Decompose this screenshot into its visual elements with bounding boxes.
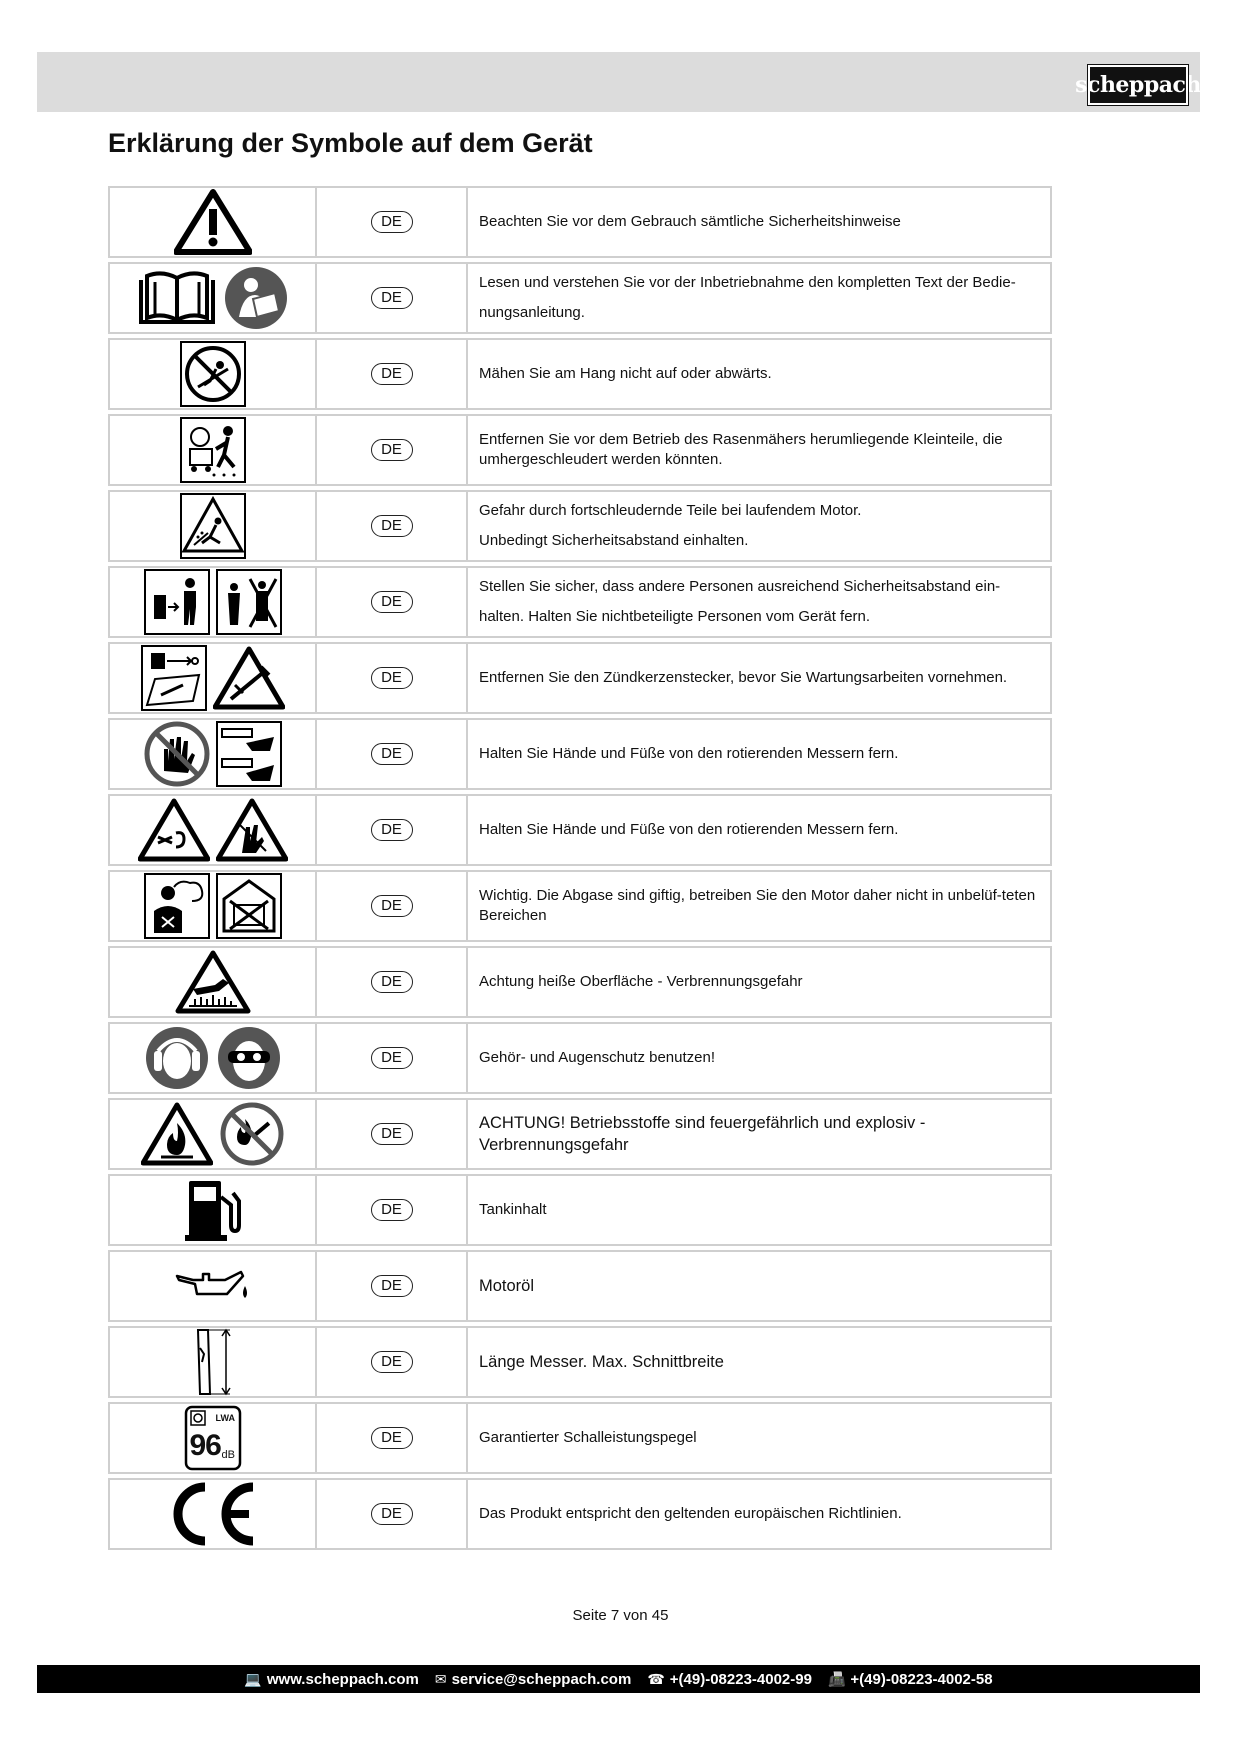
open-book-icon xyxy=(137,268,217,328)
language-cell xyxy=(317,1328,468,1396)
language-cell xyxy=(317,1404,468,1472)
language-cell xyxy=(317,872,468,940)
hot-surface-icon xyxy=(175,949,251,1015)
language-cell xyxy=(317,948,468,1016)
website-text: www.scheppach.com xyxy=(266,1670,419,1688)
language-badge: DE xyxy=(371,211,413,233)
symbol-description: Garantierter Schalleistungspegel xyxy=(479,1429,697,1446)
ear-protection-icon xyxy=(144,1025,210,1091)
foot-blade-warning-icon xyxy=(138,797,210,863)
language-cell xyxy=(317,1024,468,1092)
symbol-icon-cell xyxy=(110,340,317,408)
language-badge: DE xyxy=(371,1123,413,1145)
symbol-row xyxy=(108,1478,1052,1550)
symbol-row xyxy=(108,1022,1052,1094)
email-text: service@scheppach.com xyxy=(451,1670,632,1688)
sound-unit: dB xyxy=(221,1449,235,1461)
symbol-row xyxy=(108,1250,1052,1322)
symbol-row xyxy=(108,338,1052,410)
no-enclosed-space-icon xyxy=(216,873,282,939)
symbol-table xyxy=(108,186,1052,1554)
symbol-description: Motoröl xyxy=(479,1277,535,1295)
symbol-row xyxy=(108,718,1052,790)
footer-fax xyxy=(828,1671,993,1688)
symbol-icon-cell xyxy=(110,1176,317,1244)
symbol-description: Mähen Sie am Hang nicht auf oder abwärts. xyxy=(479,365,772,382)
scheppach-logo: scheppach xyxy=(1088,65,1188,105)
footer-phone xyxy=(647,1671,812,1688)
no-hands-icon xyxy=(144,721,210,787)
symbol-description: Halten Sie Hände und Füße von den rotierenden Messern fern. xyxy=(479,745,899,762)
symbol-description: Länge Messer. Max. Schnittbreite xyxy=(479,1353,724,1371)
language-cell xyxy=(317,264,468,332)
remove-debris-icon xyxy=(180,417,246,483)
footer-website[interactable] xyxy=(244,1671,418,1688)
sound-value: 96 xyxy=(189,1429,221,1462)
toxic-fumes-icon xyxy=(144,873,210,939)
symbol-row xyxy=(108,1174,1052,1246)
symbol-row xyxy=(108,566,1052,638)
symbol-row xyxy=(108,946,1052,1018)
symbol-row xyxy=(108,642,1052,714)
symbol-icon-cell xyxy=(110,188,317,256)
language-badge: DE xyxy=(371,1199,413,1221)
symbol-description: Entfernen Sie den Zündkerzenstecker, bevor Sie Wartungsarbeiten vornehmen. xyxy=(479,669,1008,686)
symbol-icon-cell xyxy=(110,1100,317,1168)
safety-distance-icon xyxy=(144,569,210,635)
page-title: Erklärung der Symbole auf dem Gerät xyxy=(108,128,593,158)
symbol-row xyxy=(108,1326,1052,1398)
symbol-description: Beachten Sie vor dem Gebrauch sämtliche Sicherheitshinweise xyxy=(479,213,901,230)
symbol-description: Tankinhalt xyxy=(479,1201,547,1218)
symbol-icon-cell xyxy=(110,1328,317,1396)
symbol-description: ACHTUNG! Betriebsstoffe sind feuergefährlich und explosiv -Verbrennungsgefahr xyxy=(479,1114,926,1154)
symbol-row xyxy=(108,1402,1052,1474)
symbol-icon-cell xyxy=(110,644,317,712)
language-cell xyxy=(317,720,468,788)
language-cell xyxy=(317,1100,468,1168)
language-badge: DE xyxy=(371,1351,413,1373)
computer-icon: 💻 xyxy=(244,1670,262,1687)
language-cell xyxy=(317,188,468,256)
language-cell xyxy=(317,340,468,408)
language-badge: DE xyxy=(371,591,413,613)
symbol-description: Gefahr durch fortschleudernde Teile bei laufendem Motor. Unbedingt Sicherheitsabstand einhalten. xyxy=(479,502,862,549)
flying-objects-warning-icon xyxy=(180,493,246,559)
symbol-description: Stellen Sie sicher, dass andere Personen ausreichend Sicherheitsabstand ein-halten. Halten Sie nichtbeteiligte Personen vom Gerät fern. xyxy=(479,578,1001,625)
sound-label: LWA xyxy=(215,1413,235,1423)
language-badge: DE xyxy=(371,515,413,537)
symbol-description: Wichtig. Die Abgase sind giftig, betreiben Sie den Motor daher nicht in unbelüf-teten Bereichen xyxy=(479,887,1036,924)
language-badge: DE xyxy=(371,439,413,461)
language-cell xyxy=(317,1176,468,1244)
symbol-description: Achtung heiße Oberfläche - Verbrennungsgefahr xyxy=(479,973,803,990)
symbol-icon-cell xyxy=(110,1252,317,1320)
symbol-icon-cell xyxy=(110,416,317,484)
symbol-row xyxy=(108,794,1052,866)
hand-blade-warning-icon xyxy=(216,721,282,787)
language-badge: DE xyxy=(371,1275,413,1297)
ce-mark-icon xyxy=(165,1481,261,1547)
spark-plug-removal-icon xyxy=(141,645,207,711)
symbol-icon-cell xyxy=(110,1404,317,1472)
symbol-row xyxy=(108,186,1052,258)
phone-text: +(49)-08223-4002-99 xyxy=(669,1670,812,1688)
language-badge: DE xyxy=(371,667,413,689)
symbol-row xyxy=(108,414,1052,486)
symbol-row xyxy=(108,490,1052,562)
no-mowing-on-slope-icon xyxy=(180,341,246,407)
sound-power-level-icon xyxy=(184,1405,242,1471)
language-badge: DE xyxy=(371,971,413,993)
read-manual-icon xyxy=(223,265,289,331)
symbol-icon-cell xyxy=(110,872,317,940)
symbol-description: Lesen und verstehen Sie vor der Inbetriebnahme den kompletten Text der Bedie-nungsanleitung. xyxy=(479,274,1016,321)
language-badge: DE xyxy=(371,743,413,765)
phone-icon: ☎ xyxy=(647,1670,665,1687)
envelope-icon: ✉ xyxy=(434,1670,447,1687)
footer-band xyxy=(37,1665,1200,1693)
language-cell xyxy=(317,1252,468,1320)
symbol-icon-cell xyxy=(110,568,317,636)
symbol-row xyxy=(108,870,1052,942)
symbol-icon-cell xyxy=(110,720,317,788)
language-cell xyxy=(317,492,468,560)
symbol-description: Gehör- und Augenschutz benutzen! xyxy=(479,1049,716,1066)
language-cell xyxy=(317,644,468,712)
symbol-row xyxy=(108,1098,1052,1170)
language-badge: DE xyxy=(371,1427,413,1449)
no-fire-icon xyxy=(219,1101,285,1167)
symbol-icon-cell xyxy=(110,1480,317,1548)
fax-text: +(49)-08223-4002-58 xyxy=(850,1670,993,1688)
flammable-icon xyxy=(141,1101,213,1167)
symbol-icon-cell xyxy=(110,948,317,1016)
symbol-description: Entfernen Sie vor dem Betrieb des Rasenmähers herumliegende Kleinteile, die umhergeschleudert werden könnten. xyxy=(479,431,1003,468)
language-badge: DE xyxy=(371,363,413,385)
keep-bystanders-away-icon xyxy=(216,569,282,635)
header-band xyxy=(37,52,1200,112)
eye-protection-icon xyxy=(216,1025,282,1091)
symbol-icon-cell xyxy=(110,1024,317,1092)
blade-length-icon xyxy=(188,1328,238,1396)
maintenance-warning-icon xyxy=(213,645,285,711)
symbol-icon-cell xyxy=(110,796,317,864)
language-cell xyxy=(317,796,468,864)
symbol-description: Halten Sie Hände und Füße von den rotierenden Messern fern. xyxy=(479,821,899,838)
hand-blade-triangle-icon xyxy=(216,797,288,863)
language-badge: DE xyxy=(371,895,413,917)
language-cell xyxy=(317,416,468,484)
symbol-description: Das Produkt entspricht den geltenden europäischen Richtlinien. xyxy=(479,1505,902,1522)
footer-email[interactable] xyxy=(435,1671,631,1688)
warning-triangle-icon xyxy=(174,189,252,255)
language-badge: DE xyxy=(371,287,413,309)
fax-icon: 📠 xyxy=(827,1670,846,1687)
language-cell xyxy=(317,568,468,636)
symbol-icon-cell xyxy=(110,492,317,560)
language-badge: DE xyxy=(371,1503,413,1525)
fuel-pump-icon xyxy=(183,1177,243,1243)
language-badge: DE xyxy=(371,1047,413,1069)
symbol-icon-cell xyxy=(110,264,317,332)
language-cell xyxy=(317,1480,468,1548)
language-badge: DE xyxy=(371,819,413,841)
symbol-row xyxy=(108,262,1052,334)
page-number: Seite 7 von 45 xyxy=(572,1607,669,1624)
oil-can-icon xyxy=(175,1268,251,1304)
